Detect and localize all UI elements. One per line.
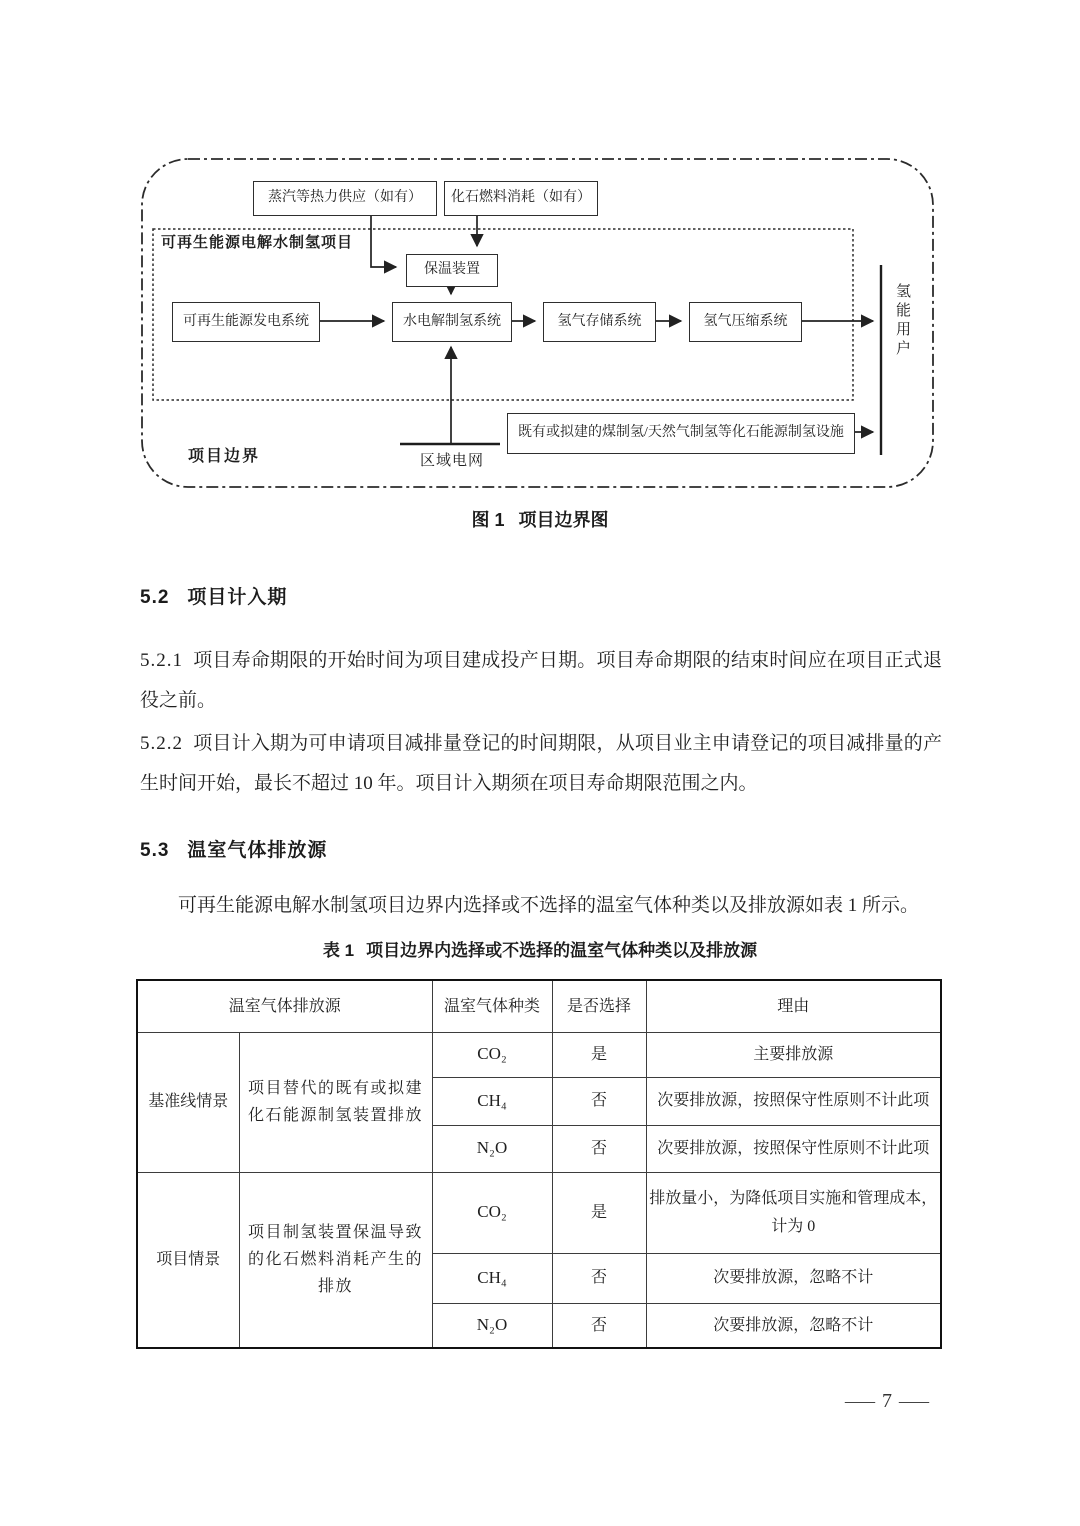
- paragraph-number: 5.2.2: [140, 733, 183, 754]
- cell-reason: 次要排放源，忽略不计: [646, 1303, 941, 1348]
- table-title-number: 表 1: [322, 941, 355, 960]
- page-number-dash-right: —: [899, 1390, 929, 1412]
- paragraph-5-2-1: [140, 641, 942, 721]
- paragraph-text: 项目计入期为可申请项目减排量登记的时间期限，从项目业主申请登记的项目减排量的产生时间开始，最长不超过 10 年。项目计入期须在项目寿命期限范围之内。: [140, 733, 942, 794]
- header-reason: 理由: [646, 980, 941, 1032]
- table-header-row: [137, 980, 941, 1032]
- cell-reason: 次要排放源，按照保守性原则不计此项: [646, 1077, 941, 1125]
- cell-scenario-baseline: 基准线情景: [137, 1032, 239, 1172]
- cell-reason: 排放量小，为降低项目实施和管理成本，计为 0: [646, 1172, 941, 1253]
- node-hydrogen-compression-system: 氢气压缩系统: [689, 302, 802, 342]
- cell-gas: CH₄: [432, 1253, 552, 1303]
- cell-scenario-project: 项目情景: [137, 1172, 239, 1348]
- cell-source-project: 项目制氢装置保温导致的化石燃料消耗产生的排放: [239, 1172, 432, 1348]
- section-title: 项目计入期: [187, 587, 288, 608]
- hydrogen-user-label: 氢能用户: [894, 283, 910, 359]
- cell-reason: 主要排放源: [646, 1032, 941, 1077]
- figure-caption-text: 项目边界图: [518, 510, 609, 530]
- cell-selected: 否: [552, 1077, 646, 1125]
- header-selected: 是否选择: [552, 980, 646, 1032]
- cell-selected: 否: [552, 1125, 646, 1172]
- header-emission-source: 温室气体排放源: [137, 980, 432, 1032]
- paragraph-5-3-intro: 可再生能源电解水制氢项目边界内选择或不选择的温室气体种类以及排放源如表 1 所示。: [178, 895, 920, 916]
- cell-selected: 否: [552, 1253, 646, 1303]
- table-title-text: 项目边界内选择或不选择的温室气体种类以及排放源: [366, 941, 758, 960]
- section-heading-5-3: [140, 835, 327, 862]
- page-number-dash-left: —: [845, 1390, 875, 1412]
- figure-boundary-diagram: [140, 157, 935, 490]
- section-number: 5.2: [140, 587, 170, 608]
- table-row: [137, 1172, 941, 1253]
- cell-gas: N₂O: [432, 1303, 552, 1348]
- cell-source-baseline: 项目替代的既有或拟建化石能源制氢装置排放: [239, 1032, 432, 1172]
- figure-caption-number: 图 1: [471, 510, 505, 530]
- figure-caption: [0, 506, 1080, 532]
- page-number-value: 7: [882, 1390, 892, 1412]
- page-number: [838, 1390, 936, 1413]
- table-title: [0, 936, 1080, 961]
- cell-gas: CH₄: [432, 1077, 552, 1125]
- table-1: [136, 979, 942, 1349]
- inner-project-label: 可再生能源电解水制氢项目: [161, 234, 354, 251]
- node-insulation-device: 保温装置: [406, 254, 498, 287]
- paragraph-5-2-2: [140, 724, 942, 804]
- cell-reason: 次要排放源，按照保守性原则不计此项: [646, 1125, 941, 1172]
- table-row: [137, 1032, 941, 1077]
- cell-selected: 是: [552, 1032, 646, 1077]
- node-fossil-fuel-consumption: 化石燃料消耗（如有）: [444, 181, 598, 216]
- cell-selected: 否: [552, 1303, 646, 1348]
- regional-grid-label: 区域电网: [420, 453, 485, 469]
- node-electrolysis-system: 水电解制氢系统: [392, 302, 512, 342]
- paragraph-number: 5.2.1: [140, 650, 183, 671]
- project-boundary-label: 项目边界: [188, 448, 261, 465]
- node-hydrogen-storage-system: 氢气存储系统: [543, 302, 656, 342]
- section-number: 5.3: [140, 840, 170, 861]
- arrow-steam-to-insulation: [371, 214, 396, 267]
- section-title: 温室气体排放源: [187, 840, 328, 861]
- paragraph-text: 项目寿命期限的开始时间为项目建成投产日期。项目寿命期限的结束时间应在项目正式退役之前。: [140, 650, 942, 711]
- header-gas-type: 温室气体种类: [432, 980, 552, 1032]
- node-steam-heat-supply: 蒸汽等热力供应（如有）: [253, 181, 437, 216]
- cell-gas: N₂O: [432, 1125, 552, 1172]
- node-existing-fossil-hydrogen-facility: 既有或拟建的煤制氢/天然气制氢等化石能源制氢设施: [507, 413, 855, 454]
- section-heading-5-2: [140, 582, 287, 609]
- node-renewable-power-system: 可再生能源发电系统: [172, 302, 320, 342]
- cell-gas: CO₂: [432, 1032, 552, 1077]
- cell-gas: CO₂: [432, 1172, 552, 1253]
- cell-selected: 是: [552, 1172, 646, 1253]
- cell-reason: 次要排放源，忽略不计: [646, 1253, 941, 1303]
